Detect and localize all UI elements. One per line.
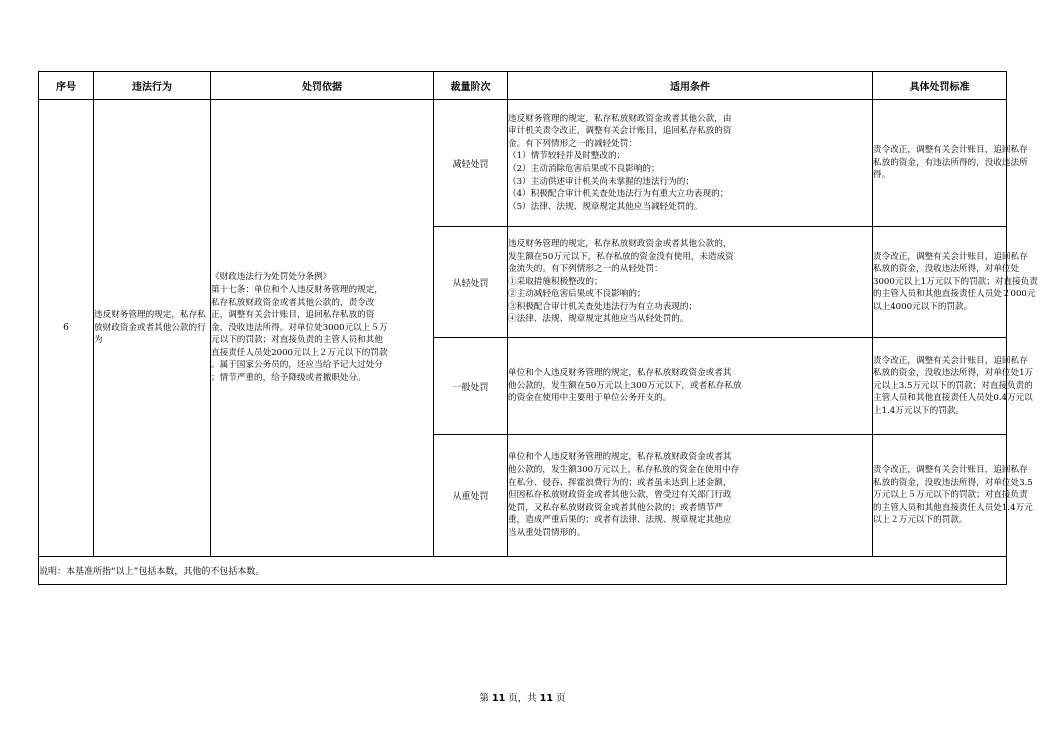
standard-line: 的主管人员和其他直接责任人员处２000元 xyxy=(873,289,1036,300)
violation-cell: 违反财务管理的规定，私存私放财政资金或者其他公款的行为 xyxy=(94,100,211,557)
conditions-severe xyxy=(508,435,873,557)
seq-cell: 6 xyxy=(39,100,94,557)
condition-line: 违反财务管理的规定，私存私放财政资金或者其他公款，由 xyxy=(508,113,732,124)
condition-line: （3）主动供述审计机关尚未掌握的违法行为的； xyxy=(508,176,694,187)
condition-line: 处罚，又私存私放财政资金或者其他公款的；或者情节严 xyxy=(508,502,723,513)
basis-line: 正，调整有关会计账目，追回私存私放的资 xyxy=(211,310,375,321)
page-number: 11 xyxy=(491,693,506,704)
header-seq: 序号 xyxy=(39,72,94,100)
header-standard: 具体处罚标准 xyxy=(873,72,1007,100)
condition-line: 他公款的，发生额300万元以上，私存私放的资金在使用中存 xyxy=(508,465,740,476)
condition-line: ①采取措施积极整改的； xyxy=(508,276,603,287)
condition-line: （5）法律、法规、规章规定其他应当减轻处罚的。 xyxy=(508,201,703,212)
standard-line: 私放的资金，没收违法所得，对单位处 xyxy=(873,264,1020,275)
note-row xyxy=(39,557,1007,585)
level-severe: 从重处罚 xyxy=(434,435,508,557)
condition-line: 但因私存私放财政资金或者其他公款，曾受过有关部门行政 xyxy=(508,490,732,501)
footer-prefix: 第 xyxy=(479,693,489,704)
standard-line: 上1.4万元以下的罚款。 xyxy=(873,405,965,416)
basis-line: 元以下的罚款；对直接负责的主管人员和其他 xyxy=(211,335,383,346)
level-lenient: 从轻处罚 xyxy=(434,227,508,338)
standard-line: 万元以上５万元以下的罚款；对直接负责 xyxy=(873,490,1028,501)
condition-line: 当从重处罚情形的。 xyxy=(508,527,586,538)
standard-line: 责令改正，调整有关会计账目，追回私存 xyxy=(873,355,1028,366)
header-basis: 处罚依据 xyxy=(211,72,434,100)
standard-severe xyxy=(873,435,1033,557)
level-general: 一般处罚 xyxy=(434,338,508,435)
basis-line: 。属于国家公务员的，还应当给予记大过处分 xyxy=(211,360,383,371)
condition-line: 发生额在50万元以下，私存私放的资金没有使用，未造成资 xyxy=(508,251,734,262)
condition-line: ④法律、法规、规章规定其他应当从轻处罚的。 xyxy=(508,314,689,325)
page-total: 11 xyxy=(539,693,554,704)
standard-line: 以上4000元以下的罚款。 xyxy=(873,301,973,312)
conditions-mitigated xyxy=(508,100,873,227)
conditions-general xyxy=(508,338,873,435)
standard-lenient xyxy=(873,227,1038,338)
basis-line: 金，没收违法所得。对单位处3000元以上５万 xyxy=(211,322,388,333)
page-footer xyxy=(0,690,1045,704)
basis-line: 第十七条：单位和个人违反财务管理的规定， xyxy=(211,284,383,295)
standard-line: 责令改正，调整有关会计账目，追回私存 xyxy=(873,145,1028,156)
standard-line: 得。 xyxy=(873,170,891,181)
header-conditions: 适用条件 xyxy=(508,72,873,100)
condition-line: ②主动减轻危害后果或不良影响的； xyxy=(508,289,646,300)
header-level: 裁量阶次 xyxy=(434,72,508,100)
condition-line: 单位和个人违反财务管理的规定，私存私放财政资金或者其 xyxy=(508,452,732,463)
standard-line: 3000元以上1万元以下的罚款；对直接负责 xyxy=(873,276,1038,287)
condition-line: 金。有下列情形之一的减轻处罚： xyxy=(508,138,637,149)
note-text: 说明：本基准所指“以上”包括本数，其他的不包括本数。 xyxy=(39,557,1007,585)
basis-line: 私存私放财政资金或者其他公款的，责令改 xyxy=(211,297,375,308)
standard-line: 私放的资金，有违法所得的，没收违法所 xyxy=(873,157,1028,168)
conditions-lenient xyxy=(508,227,873,338)
condition-line: 在私分、侵吞、挥霍浪费行为的；或者虽未达到上述金额， xyxy=(508,477,732,488)
standard-line: 以上２万元以下的罚款。 xyxy=(873,515,968,526)
condition-line: 他公款的，发生额在50万元以上300万元以下，或者私存私放 xyxy=(508,380,742,391)
standard-line: 的主管人员和其他直接责任人员处1.4万元 xyxy=(873,502,1033,513)
standard-general xyxy=(873,338,1034,435)
footer-suffix: 页 xyxy=(556,693,566,704)
standard-line: 元以上3.5万元以下的罚款；对直接负责的 xyxy=(873,380,1033,391)
basis-line: 《财政违法行为处罚处分条例》 xyxy=(211,272,332,283)
condition-line: （2）主动消除危害后果或不良影响的； xyxy=(508,164,660,174)
condition-line: ③积极配合审计机关查处违法行为有立功表现的； xyxy=(508,301,698,312)
basis-cell xyxy=(211,100,434,557)
level-mitigated: 减轻处罚 xyxy=(434,100,508,227)
basis-line: ；情节严重的，给予降级或者撤职处分。 xyxy=(211,373,366,384)
condition-line: 违反财务管理的规定，私存私放财政资金或者其他公款的， xyxy=(508,238,732,249)
standard-line: 主管人员和其他直接责任人员处0.4万元以 xyxy=(873,393,1033,404)
standard-line: 责令改正，调整有关会计账目，追回私存 xyxy=(873,251,1028,262)
basis-line: 直接责任人员处2000元以上２万元以下的罚款 xyxy=(211,347,388,358)
condition-line: 金流失的。有下列情形之一的从轻处罚： xyxy=(508,264,663,275)
condition-line: 重，造成严重后果的；或者有法律、法规、规章规定其他应 xyxy=(508,515,732,526)
condition-line: 单位和个人违反财务管理的规定，私存私放财政资金或者其 xyxy=(508,368,732,379)
penalty-standard-table xyxy=(38,71,1038,585)
condition-line: 审计机关责令改正，调整有关会计账目，追回私存私放的资 xyxy=(508,126,732,137)
condition-line: （1）情节较轻并及时整改的； xyxy=(508,151,626,162)
header-violation: 违法行为 xyxy=(94,72,211,100)
standard-line: 责令改正，调整有关会计账目，追回私存 xyxy=(873,465,1028,476)
standard-mitigated xyxy=(873,100,1028,227)
footer-middle: 页，共 xyxy=(508,693,537,704)
table-row xyxy=(39,100,1007,227)
condition-line: （4）积极配合审计机关查处违法行为有重大立功表现的； xyxy=(508,189,729,200)
standard-line: 私放的资金，没收违法所得，对单位处1万 xyxy=(873,368,1034,379)
condition-line: 的资金在使用中主要用于单位公务开支的。 xyxy=(508,393,672,404)
standard-line: 私放的资金，没收违法所得，对单位处3.5 xyxy=(873,477,1033,488)
header-row xyxy=(39,72,1007,100)
